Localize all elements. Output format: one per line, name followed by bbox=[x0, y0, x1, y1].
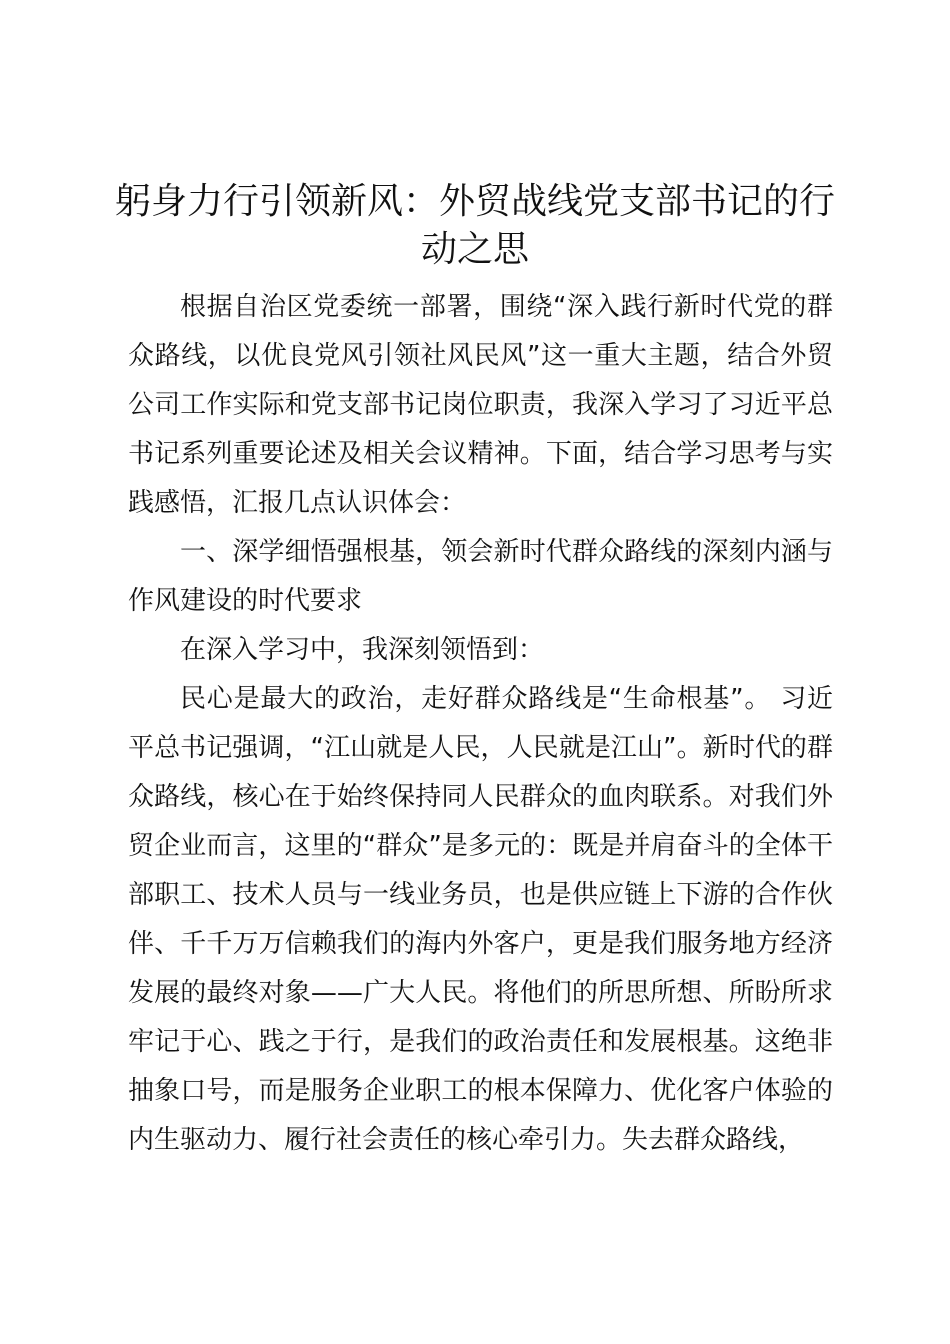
intro-paragraph: 根据自治区党委统一部署，围绕“深入践行新时代党的群众路线，以优良党风引领社风民风”这一重大主题，结合外贸公司工作实际和党支部书记岗位职责，我深入学习了习近平总书记系列重要论述及相关会议精神。下面，结合学习思考与实践感悟，汇报几点认识体会： bbox=[128, 292, 833, 518]
document-body bbox=[128, 283, 833, 1165]
document-title: 躬身力行引领新风：外贸战线党支部书记的行动之思 bbox=[114, 181, 835, 270]
section-heading-1: 一、深学细悟强根基，领会新时代群众路线的深刻内涵与作风建设的时代要求 bbox=[128, 537, 833, 616]
lead-paragraph: 在深入学习中，我深刻领悟到： bbox=[180, 635, 545, 665]
body-paragraph: 民心是最大的政治，走好群众路线是“生命根基”。 习近平总书记强调，“江山就是人民，人民就是江山”。新时代的群众路线，核心在于始终保持同人民群众的血肉联系。对我们外贸企业而言，这里的“群众”是多元的：既是并肩奋斗的全体干部职工、技术人员与一线业务员，也是供应链上下游的合作伙伴、千千万万信赖我们的海内外客户，更是我们服务地方经济发展的最终对象——广大人民。将他们的所思所想、所盼所求牢记于心、践之于行，是我们的政治责任和发展根基。这绝非抽象口号，而是服务企业职工的根本保障力、优化客户体验的内生驱动力、履行社会责任的核心牵引力。失去群众路线， bbox=[128, 684, 833, 1155]
